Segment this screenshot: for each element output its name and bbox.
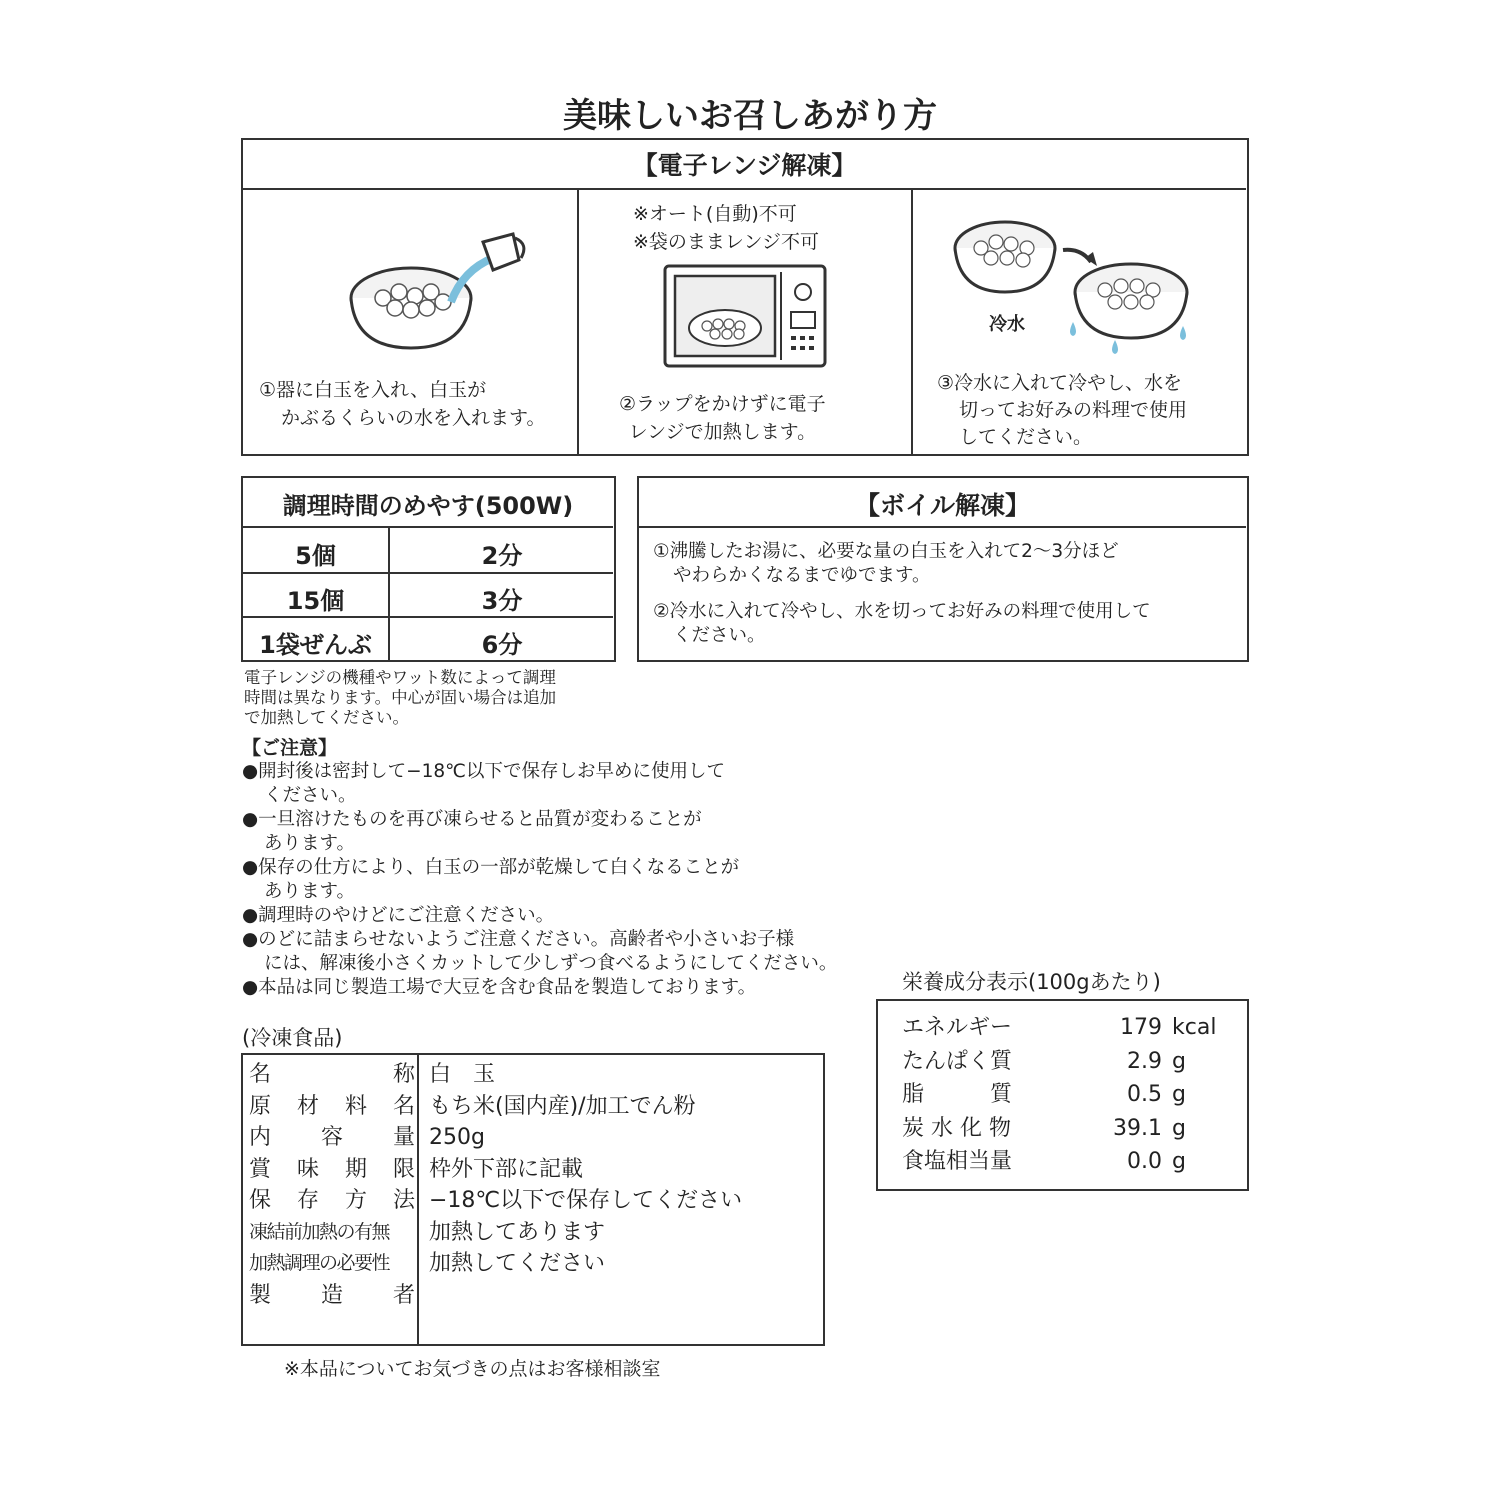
step1-text: ①器に白玉を入れ、白玉が かぶるくらいの水を入れます。 (259, 379, 546, 429)
nutrition-names: エネルギー たんぱく質 脂 質 炭 水 化 物 食塩相当量 (902, 1015, 1013, 1174)
product-table (241, 1053, 825, 1346)
nutrition-units: kcal g g g g (1172, 1015, 1217, 1174)
caution-section: 【ご注意】 ●開封後は密封して−18℃以下で保存しお早めに使用して ください。 ●一旦溶けたものを再び凍らせると品質が変わることが あります。 ●保存の仕方により、白玉の一部が乾燥して白くなることが あります。 ●調理時のやけどにご注意ください。 ●のどに詰まらせないようご注意ください。高齢者や小さいお子様 には、解凍後小さくカットして少しずつ食べるようにしてください。 ●本品は同じ製造工場で大豆を含む食品を製造しております。 (242, 737, 838, 998)
nutrition-table (876, 999, 1249, 1191)
divider (243, 616, 613, 618)
cook-row-time: 6分 (481, 631, 523, 659)
divider (388, 526, 390, 660)
cook-row-time: 2分 (481, 542, 523, 570)
cold-water-label: 冷水 (989, 314, 1025, 335)
divider (577, 188, 579, 454)
cook-time-header: 調理時間のめやす(500W) (282, 492, 574, 520)
nutrition-header: 栄養成分表示(100gあたり) (902, 970, 1161, 994)
product-footnote: ※本品についてお気づきの点はお客様相談室 (284, 1358, 661, 1380)
boil-section (637, 476, 1249, 662)
bowl-water-icon (343, 230, 533, 360)
product-values: 白 玉 もち米(国内産)/加工でん粉 250g 枠外下部に記載 −18℃以下で保存してください 加熱してあります 加熱してください (429, 1062, 743, 1276)
divider (417, 1055, 419, 1344)
step3-text: ③冷水に入れて冷やし、水を 切ってお好みの料理で使用 してください。 (937, 372, 1188, 448)
divider (639, 526, 1246, 528)
product-category: (冷凍食品) (242, 1026, 343, 1050)
page-title: 美味しいお召しあがり方 (563, 96, 937, 136)
cook-time-table (241, 476, 616, 662)
divider (243, 572, 613, 574)
microwave-header: 【電子レンジ解凍】 (632, 151, 857, 180)
nutrition-values: 179 2.9 0.5 39.1 0.0 (1113, 1015, 1162, 1174)
step2-text: ②ラップをかけずに電子 レンジで加熱します。 (619, 393, 826, 443)
boil-header: 【ボイル解凍】 (854, 491, 1030, 520)
cook-row-qty: 15個 (286, 587, 345, 615)
step2-warnings: ※オート(自動)不可 ※袋のままレンジ不可 (633, 203, 819, 253)
cook-row-qty: 5個 (295, 542, 336, 570)
microwave-icon (663, 264, 829, 374)
caution-header: 【ご注意】 (242, 737, 338, 759)
divider (911, 188, 913, 454)
product-labels: 名 称 原 材 料 名 内 容 量 賞 味 期 限 保 存 方 法 凍結前加熱の有無 加熱調理の必要性 製 造 者 (249, 1062, 415, 1308)
boil-step2: ②冷水に入れて冷やし、水を切ってお好みの料理で使用して ください。 (653, 601, 1151, 646)
cook-time-note: 電子レンジの機種やワット数によって調理 時間は異なります。中心が固い場合は追加 で加熱してください。 (244, 668, 557, 727)
cold-water-bowls-icon (951, 210, 1201, 360)
divider (243, 188, 1246, 190)
divider (243, 526, 613, 528)
microwave-section (241, 138, 1249, 456)
cook-row-time: 3分 (481, 587, 523, 615)
boil-step1: ①沸騰したお湯に、必要な量の白玉を入れて2～3分ほど やわらかくなるまでゆでます。 (653, 541, 1119, 586)
cook-row-qty: 1袋ぜんぶ (259, 631, 372, 659)
